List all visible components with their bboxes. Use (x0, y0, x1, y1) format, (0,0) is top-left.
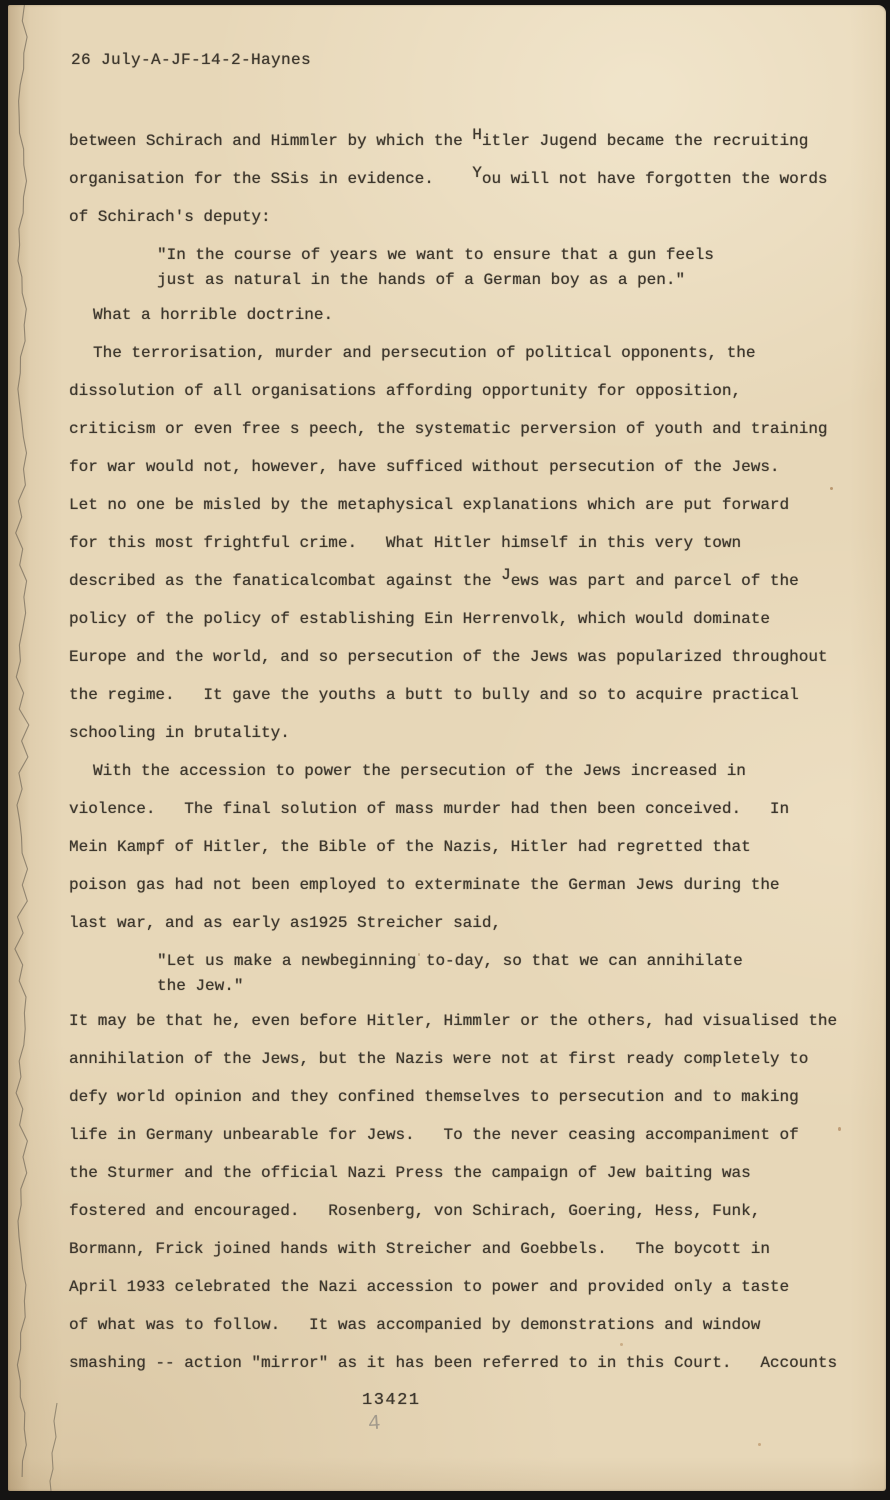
paper-speck (418, 953, 420, 956)
text-line: of Schirach's deputy: (69, 208, 271, 226)
text-line: last war, and as early as1925 Streicher said, (69, 914, 502, 932)
pencil-page-number: 4 (367, 1412, 382, 1437)
raised-capital: H (472, 126, 482, 144)
text-line: It may be that he, even before Hitler, Himmler or the others, had visualised the (69, 1012, 838, 1030)
text-line: fostered and encouraged. Rosenberg, von Schirach, Goering, Hess, Funk, (69, 1202, 761, 1220)
paper-speck (758, 1443, 761, 1446)
text-line: described as the fanaticalcombat against the Jews was part and parcel of the (69, 566, 799, 590)
text-line: between Schirach and Himmler by which the Hitler Jugend became the recruiting (69, 126, 809, 150)
text-line: for this most frightful crime. What Hitler himself in this very town (69, 534, 742, 552)
text-line: criticism or even free s peech, the systematic perversion of youth and training (69, 420, 828, 438)
raised-capital: J (501, 566, 511, 584)
text-line: defy world opinion and they confined themselves to persecution and to making (69, 1088, 799, 1106)
raised-capital: Y (472, 164, 482, 182)
paper-speck (838, 1127, 841, 1131)
text-line: Bormann, Frick joined hands with Streicher and Goebbels. The boycott in (69, 1240, 770, 1258)
text-line: Mein Kampf of Hitler, the Bible of the Nazis, Hitler had regretted that (69, 838, 751, 856)
text-line: organisation for the SSis in evidence. You will not have forgotten the words (69, 164, 828, 188)
text-line: Europe and the world, and so persecution of the Jews was popularized throughout (69, 648, 828, 666)
document-header: 26 July-A-JF-14-2-Haynes (71, 51, 312, 69)
paper-speck (620, 1343, 623, 1346)
text-line: annihilation of the Jews, but the Nazis were not at first ready completely to (69, 1050, 809, 1068)
torn-edge (8, 5, 30, 1491)
text-line: life in Germany unbearable for Jews. To the never ceasing accompaniment of (69, 1126, 799, 1144)
text-line: just as natural in the hands of a German boy as a pen." (157, 271, 686, 289)
page-number-stamp: 13421 (362, 1391, 421, 1410)
text-line: With the accession to power the persecution of the Jews increased in (93, 762, 746, 780)
text-line: violence. The final solution of mass murder had then been conceived. In (69, 800, 790, 818)
text-line: the regime. It gave the youths a butt to bully and so to acquire practical (69, 686, 799, 704)
text-line: the Jew." (157, 977, 244, 995)
text-line: poison gas had not been employed to exterminate the German Jews during the (69, 876, 780, 894)
text-line: "Let us make a newbeginning to-day, so that we can annihilate (157, 952, 743, 970)
text-line: April 1933 celebrated the Nazi accession to power and provided only a taste (69, 1278, 790, 1296)
text-line: The terrorisation, murder and persecution of political opponents, the (93, 344, 756, 362)
text-line: of what was to follow. It was accompanied by demonstrations and window (69, 1316, 761, 1334)
text-line: dissolution of all organisations affording opportunity for opposition, (69, 382, 742, 400)
document-page (8, 5, 886, 1491)
text-line: "In the course of years we want to ensure that a gun feels (157, 246, 714, 264)
text-line: for war would not, however, have sufficed without persecution of the Jews. (69, 458, 780, 476)
text-line: policy of the policy of establishing Ein Herrenvolk, which would dominate (69, 610, 770, 628)
text-line: Let no one be misled by the metaphysical explanations which are put forward (69, 496, 790, 514)
text-line: the Sturmer and the official Nazi Press the campaign of Jew baiting was (69, 1164, 751, 1182)
text-line: What a horrible doctrine. (93, 306, 334, 324)
paper-speck (830, 487, 833, 490)
document-body (69, 126, 878, 1390)
text-line: smashing -- action "mirror" as it has been referred to in this Court. Accounts (69, 1354, 838, 1372)
text-line: schooling in brutality. (69, 724, 290, 742)
